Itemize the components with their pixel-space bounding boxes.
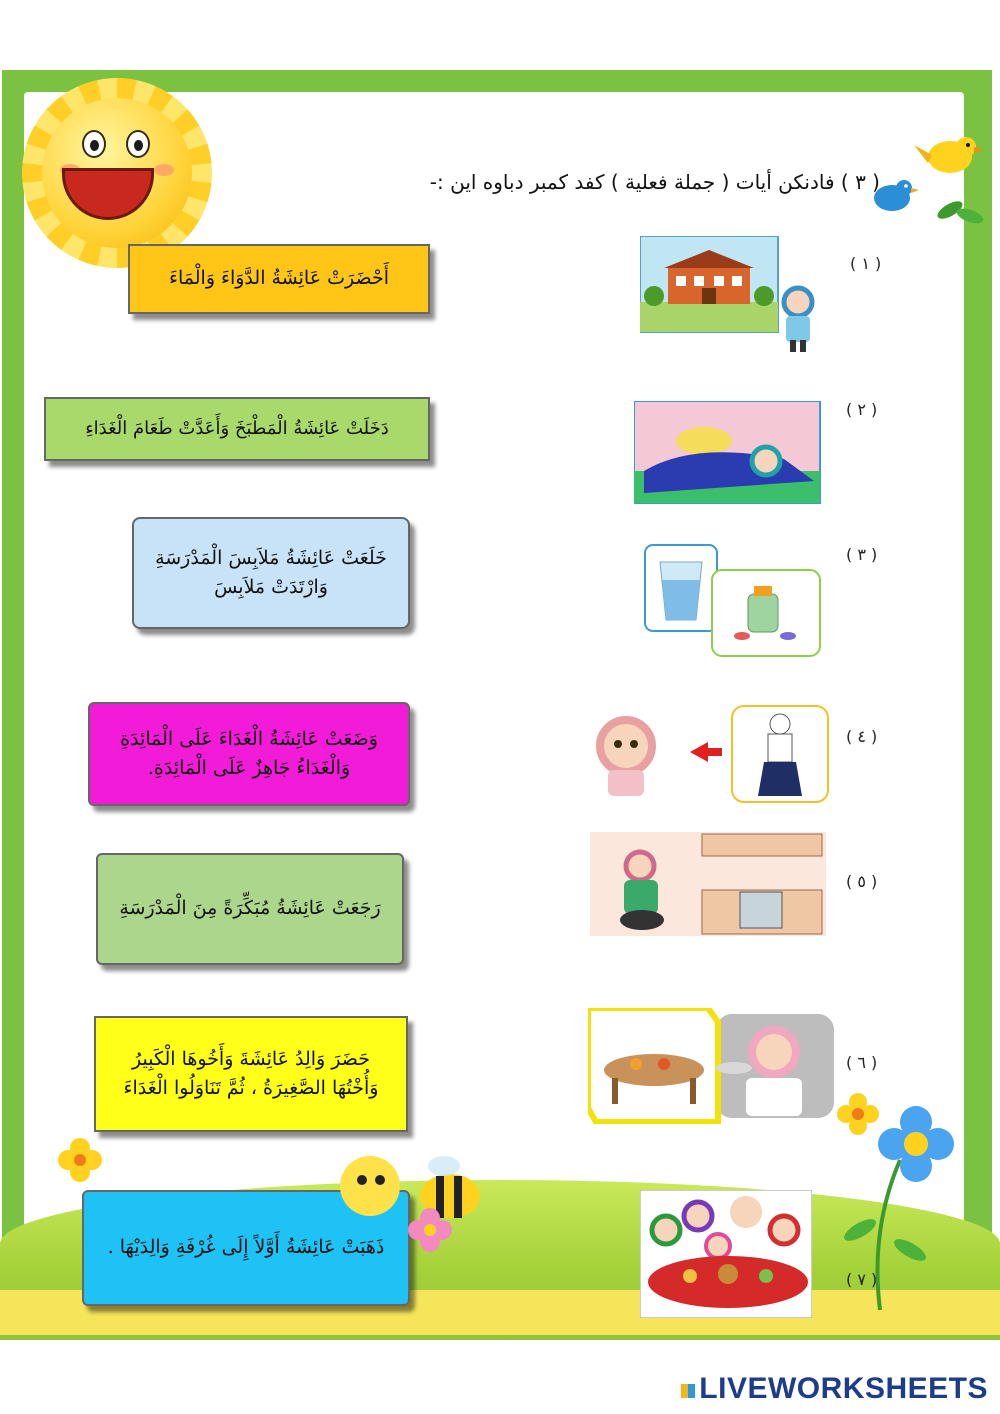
liveworksheets-watermark [681,1372,988,1406]
water-medicine-picture [644,544,824,660]
sentence-box-3[interactable] [132,517,410,629]
sentence-box-6[interactable] [94,1016,408,1132]
sentence-text: وَضَعَتْ عَائِشَةُ الْغَدَاءَ عَلَى الْمَائِدَةِ وَالْغَدَاءُ جَاهِزٌ عَلَى الْمَائِدَةِ. [120,727,378,779]
bee-flowers-icon [40,1130,500,1260]
sun-cheek [154,164,174,176]
yellow-bird-icon [910,125,990,185]
sun-eye [126,130,150,158]
item-number-2: ( ٢ ) [846,400,878,419]
item-number-7: ( ٧ ) [846,1270,878,1289]
sentence-box-1[interactable] [128,244,430,314]
item-number-1: ( ١ ) [850,254,882,273]
sentence-text: دَخَلَتْ عَائِشَةُ الْمَطْبَخَ وَأَعَدَّتْ طَعَامَ الْغَدَاءِ [85,418,389,440]
cooking-kitchen-picture [590,832,826,936]
sentence-box-4[interactable] [88,702,410,806]
sun-eye [82,130,106,158]
leaves-icon [930,190,990,235]
sentence-box-5[interactable] [96,853,404,965]
exercise-title: ( ٣ ) فادنكن أيات ( جملة فعلية ) كفد كمبر دباوه اين :- [429,170,880,194]
change-clothes-picture [590,704,830,804]
sentence-text: رَجَعَتْ عَائِشَةُ مُبَكِّرَةً مِنَ الْمَدْرَسَةِ [119,897,381,920]
flowers-icon [820,1080,990,1320]
sleeping-girl-picture [634,401,824,505]
item-number-4: ( ٤ ) [846,727,878,746]
sentence-text: خَلَعَتْ عَائِشَةُ مَلاَبِسَ الْمَدْرَسَةِ وَارْتَدَتْ مَلاَبِسَ [155,546,387,598]
sentence-text: حَضَرَ وَالِدُ عَائِشَةَ وَأَخُوهَا الْكَبِيرُ وَأُخْتُهَا الصَّغِيرَةُ ، ثُمَّ تَنَاوَلُوا الْغَدَاءَ [123,1047,379,1099]
sentence-text: ذَهَبَتْ عَائِشَةُ أَوَّلاً إِلَى غُرْفَةِ وَالِدَيْهَا . [107,1236,385,1259]
serving-table-picture [588,1008,836,1124]
school-girl-picture [640,236,820,356]
sentence-box-2[interactable] [44,397,430,461]
liveworksheets-logo-icon [681,1384,695,1398]
family-lunch-picture [640,1190,812,1318]
item-number-3: ( ٣ ) [846,545,878,564]
item-number-5: ( ٥ ) [846,872,878,891]
item-number-6: ( ٦ ) [846,1053,878,1072]
watermark-text: LIVEWORKSHEETS [699,1372,988,1405]
sentence-text: أَحْضَرَتْ عَائِشَةُ الدَّوَاءَ وَالْمَاءَ [169,267,389,290]
